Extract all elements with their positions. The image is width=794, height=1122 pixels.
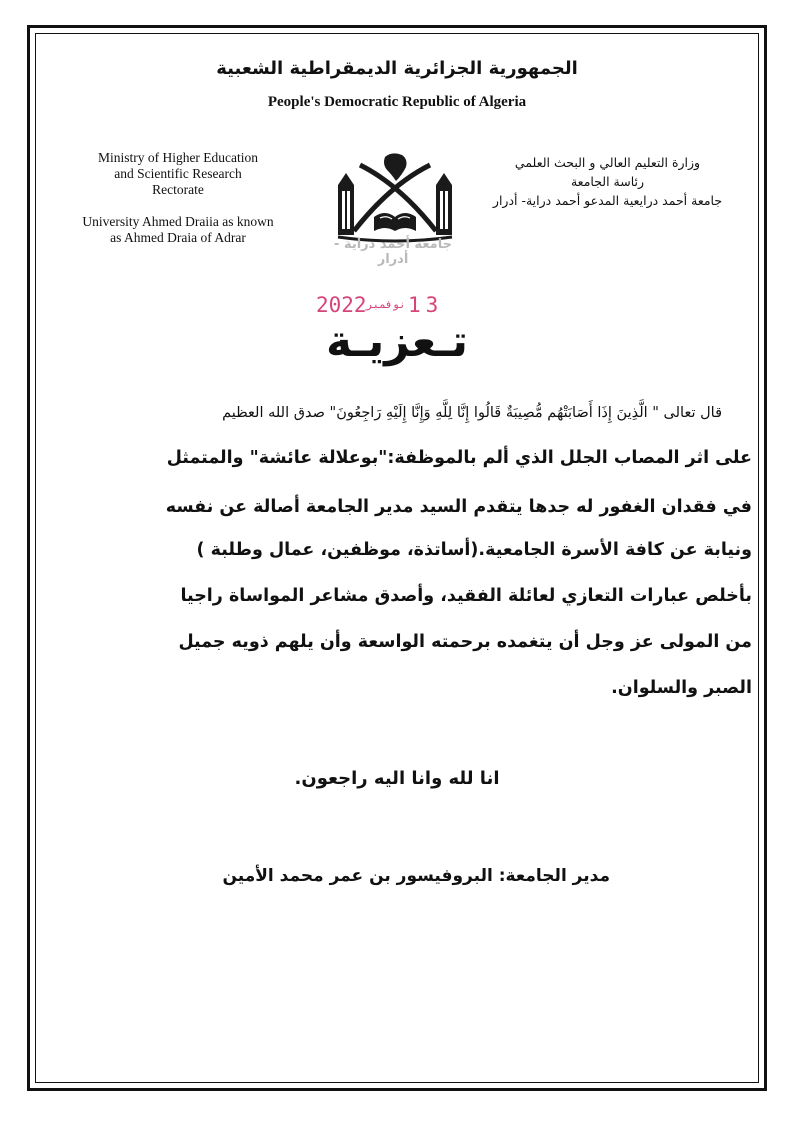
body-line-3: ونيابة عن كافة الأسرة الجامعية.(أساتذة، موظفين، عمال وطلبة ) (196, 540, 752, 560)
ministry-line-2: and Scientific Research (114, 166, 242, 181)
logo-right-tower (436, 185, 452, 235)
ministry-line-1: Ministry of Higher Education (97, 150, 259, 165)
university-line-1: University Ahmed Draiia as known (82, 214, 274, 229)
stamp-month: نوفمبر (366, 298, 406, 311)
body-line-6: الصبر والسلوان. (611, 678, 752, 698)
document-title: تـعزيـة (325, 316, 468, 367)
stamp-year: 2022 (316, 293, 367, 317)
quran-verse: قال تعالى " الَّذِينَ إِذَا أَصَابَتْهُم مُّصِيبَةٌ قَالُوا إِنَّا لِلَّهِ وَإِنَّا إِلَيْهِ رَاجِعُونَ" صدق الله العظيم (222, 405, 722, 421)
header-english-title: People's Democratic Republic of Algeria (267, 94, 527, 110)
rectorate-label: Rectorate (152, 182, 204, 197)
logo-left-tower (338, 185, 354, 235)
date-stamp (300, 289, 470, 319)
logo-africa-map (384, 153, 407, 181)
signature-line: مدير الجامعة: البروفيسور بن عمر محمد الأمين (222, 866, 610, 886)
arabic-ministry-line: وزارة التعليم العالي و البحث العلمي (514, 155, 701, 170)
university-line-2: as Ahmed Draia of Adrar (110, 230, 246, 245)
english-institution-block (78, 150, 278, 246)
body-line-5: من المولى عز وجل أن يتغمده برحمته الواسعة وأن يلهم ذويه جميل (178, 632, 752, 652)
body-line-2: في فقدان الغفور له جدها يتقدم السيد مدير الجامعة أصالة عن نفسه (165, 497, 752, 517)
logo-open-book (374, 213, 416, 231)
logo-caption: جامعة أحمد دراية - أدرار (334, 237, 452, 267)
body-line-1: على اثر المصاب الجلل الذي ألم بالموظفة:"بوعلالة عائشة" والمتمثل (166, 448, 752, 468)
arabic-university-line: جامعة أحمد درايعية المدعو أحمد دراية- أدرار (492, 193, 723, 208)
body-line-4: بأخلص عبارات التعازي لعائلة الفقيد، وأصدق مشاعر المواساة راجيا (180, 586, 752, 606)
arabic-rectorate-line: رئاسة الجامعة (570, 174, 645, 189)
stamp-day: 13 (408, 293, 444, 317)
header-arabic-title: الجمهورية الجزائرية الديمقراطية الشعبية (216, 58, 578, 79)
closing-phrase: انا لله وانا اليه راجعون. (294, 768, 500, 789)
arabic-institution-block (490, 153, 725, 210)
